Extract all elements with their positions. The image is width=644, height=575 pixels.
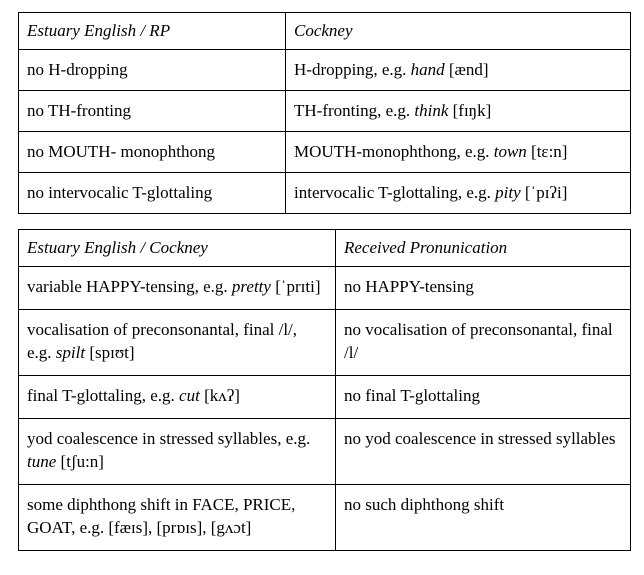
table-cell	[336, 376, 631, 419]
table-row	[19, 173, 631, 214]
example-word-italic: town	[493, 142, 527, 161]
table-cell	[286, 173, 631, 214]
column-header-received-pronunciation: Received Pronunication	[336, 230, 631, 267]
example-word-italic: tune	[27, 452, 57, 471]
table-cell	[286, 50, 631, 91]
cell-text: no TH-fronting	[27, 101, 132, 120]
column-header-estuary-rp: Estuary English / RP	[19, 13, 286, 50]
table-cell	[19, 419, 336, 485]
example-word-italic: pretty	[231, 277, 271, 296]
table-cell	[19, 310, 336, 376]
cell-text: no H-dropping	[27, 60, 128, 79]
table-cell	[286, 91, 631, 132]
cell-text: vocalisation of preconsonantal, final /l/, e.g.	[27, 320, 298, 362]
cell-text: [tɛ:n]	[526, 142, 568, 161]
table-row	[19, 485, 631, 551]
header-row	[19, 230, 631, 267]
table-row	[19, 50, 631, 91]
table-cell	[286, 132, 631, 173]
cell-text: no MOUTH- monophthong	[27, 142, 215, 161]
example-word-italic: pity	[495, 183, 521, 202]
cell-text: no yod coalescence in stressed syllables	[344, 429, 616, 448]
table-cell	[19, 267, 336, 310]
header-row	[19, 13, 631, 50]
estuary-cockney-vs-rp-table	[18, 229, 631, 551]
table-row	[19, 419, 631, 485]
cell-text: no vocalisation of preconsonantal, final /l/	[344, 320, 613, 362]
cell-text: no final T-glottaling	[344, 386, 480, 405]
table-cell	[19, 173, 286, 214]
cell-text: [ˈpɪʔi]	[520, 183, 568, 202]
example-word-italic: spilt	[55, 343, 86, 362]
cell-text: H-dropping, e.g.	[294, 60, 411, 79]
cell-text: [spɪʊt]	[85, 343, 135, 362]
cell-text: variable HAPPY-tensing, e.g.	[27, 277, 232, 296]
table-cell	[336, 267, 631, 310]
table-cell	[19, 376, 336, 419]
estuary-rp-vs-cockney-table	[18, 12, 631, 214]
table-cell	[336, 310, 631, 376]
table-cell	[19, 132, 286, 173]
cell-text: MOUTH-monophthong, e.g.	[294, 142, 494, 161]
table-row	[19, 91, 631, 132]
cell-text: intervocalic T-glottaling, e.g.	[294, 183, 496, 202]
table-cell	[336, 419, 631, 485]
cell-text: [ænd]	[444, 60, 489, 79]
cell-text: [ˈprɪti]	[270, 277, 321, 296]
example-word-italic: cut	[179, 386, 200, 405]
cell-text: no such diphthong shift	[344, 495, 505, 514]
cell-text: yod coalescence in stressed syllables, e.g.	[27, 429, 311, 448]
cell-text: no HAPPY-tensing	[344, 277, 474, 296]
table-row	[19, 376, 631, 419]
table-row	[19, 267, 631, 310]
table-row	[19, 310, 631, 376]
cell-text: [tʃu:n]	[56, 452, 104, 471]
example-word-italic: hand	[410, 60, 445, 79]
cell-text: final T-glottaling, e.g.	[27, 386, 180, 405]
table-cell	[19, 50, 286, 91]
table-cell	[19, 485, 336, 551]
cell-text: [kʌʔ]	[199, 386, 240, 405]
column-header-cockney: Cockney	[286, 13, 631, 50]
table-cell	[336, 485, 631, 551]
cell-text: no intervocalic T-glottaling	[27, 183, 213, 202]
table-row	[19, 132, 631, 173]
column-header-estuary-cockney: Estuary English / Cockney	[19, 230, 336, 267]
table-cell	[19, 91, 286, 132]
cell-text: TH-fronting, e.g.	[294, 101, 415, 120]
example-word-italic: think	[414, 101, 449, 120]
cell-text: some diphthong shift in FACE, PRICE, GOAT, e.g. [fæɪs], [prɒɪs], [gʌɔt]	[27, 495, 296, 537]
cell-text: [fɪŋk]	[448, 101, 492, 120]
